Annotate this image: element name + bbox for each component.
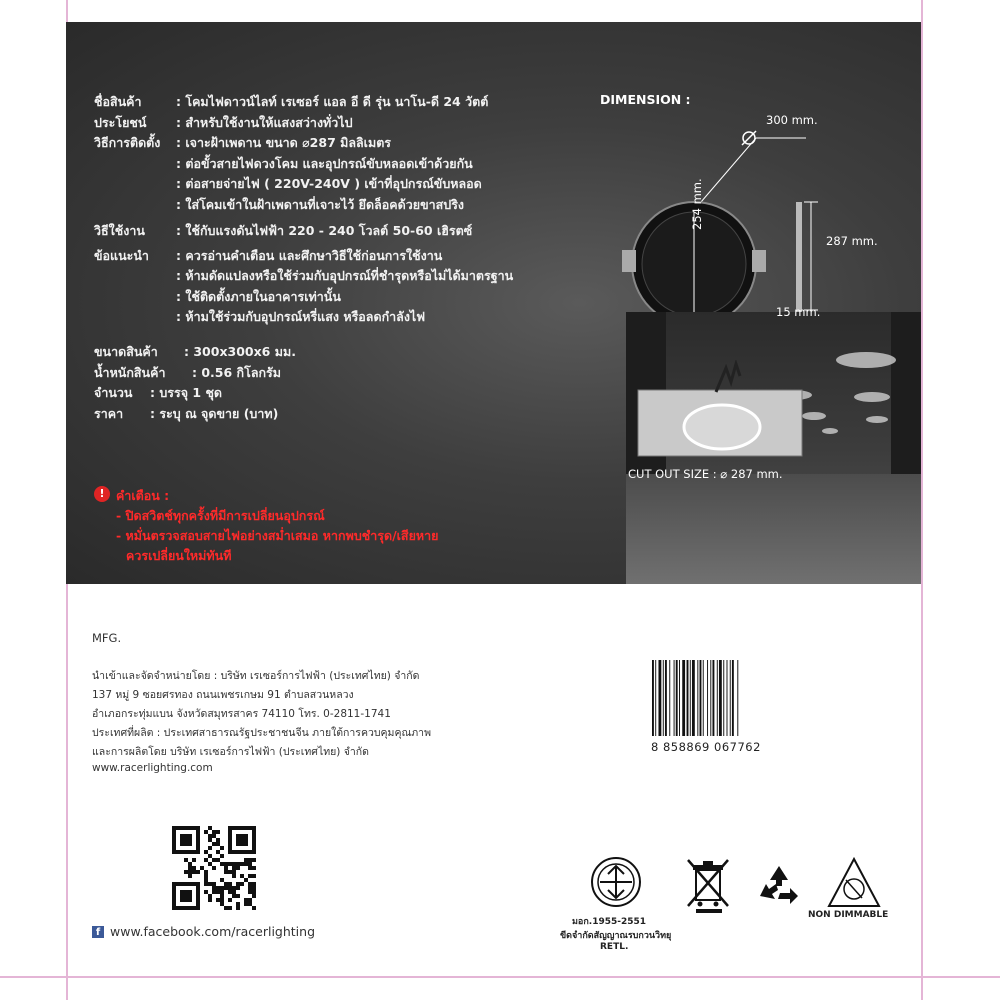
spec-value: : ใช้ติดตั้งภายในอาคารเท่านั้น xyxy=(176,288,341,304)
qr-module xyxy=(216,898,220,902)
spec-key: น้ำหนักสินค้า xyxy=(94,364,166,380)
qr-module xyxy=(220,886,224,890)
barcode-bar xyxy=(669,660,670,736)
website-link[interactable]: www.racerlighting.com xyxy=(92,762,213,774)
facebook-url: www.facebook.com/racerlighting xyxy=(110,924,316,939)
barcode-bar xyxy=(687,660,689,736)
qr-module xyxy=(204,874,208,878)
qr-module xyxy=(216,830,220,834)
spec-value: : ควรอ่านคำเตือน และศึกษาวิธีใช้ก่อนการใช้งาน xyxy=(176,247,443,263)
qr-module xyxy=(244,898,248,902)
facebook-link[interactable] xyxy=(92,924,315,939)
qr-module xyxy=(204,878,208,882)
spec-value: : ห้ามดัดแปลงหรือใช้ร่วมกับอุปกรณ์ที่ชำรุดหรือไม่ได้มาตรฐาน xyxy=(176,268,514,283)
qr-code[interactable] xyxy=(172,826,256,910)
barcode-bar xyxy=(727,660,728,736)
qr-module xyxy=(184,870,188,874)
trim-line-right xyxy=(921,0,923,1000)
company-line: อำเภอกระทุ่มแบน จังหวัดสมุทรสาคร 74110 โทร. 0-2811-1741 xyxy=(92,708,391,720)
qr-module xyxy=(216,886,220,890)
qr-module xyxy=(252,874,256,878)
warning-line: - ปิดสวิตช์ทุกครั้งที่มีการเปลี่ยนอุปกรณ์ xyxy=(116,508,325,523)
qr-module xyxy=(212,886,216,890)
barcode-bar xyxy=(723,660,724,736)
qr-module xyxy=(224,862,228,866)
barcode-bar xyxy=(679,660,680,736)
qr-module xyxy=(192,858,196,862)
qr-module xyxy=(228,898,232,902)
barcode-bar xyxy=(700,660,702,736)
qr-module xyxy=(236,894,240,898)
qr-module xyxy=(236,862,240,866)
qr-module xyxy=(248,898,252,902)
outer-diameter-label: 300 mm. xyxy=(766,113,818,127)
qr-module xyxy=(228,882,232,886)
qr-module xyxy=(248,886,252,890)
company-line: ประเทศที่ผลิต : ประเทศสาธารณรัฐประชาชนจีน ภายใต้การควบคุมคุณภาพ xyxy=(92,727,431,739)
qr-module xyxy=(228,890,232,894)
qr-module xyxy=(224,906,228,910)
qr-module xyxy=(248,866,252,870)
retl-label: RETL. xyxy=(600,942,629,952)
qr-module xyxy=(228,906,232,910)
spring-clip-right xyxy=(752,250,766,272)
barcode-bar xyxy=(652,660,654,736)
qr-module xyxy=(212,834,216,838)
ceiling-light xyxy=(866,416,888,423)
qr-module xyxy=(212,882,216,886)
qr-module xyxy=(240,882,244,886)
qr-module xyxy=(188,862,192,866)
barcode-bar xyxy=(674,660,675,736)
qr-module xyxy=(248,862,252,866)
qr-module xyxy=(236,866,240,870)
qr-module xyxy=(192,866,196,870)
qr-module xyxy=(236,902,240,906)
qr-module xyxy=(208,898,212,902)
product-info-panel xyxy=(66,22,921,584)
qr-module xyxy=(220,894,224,898)
qr-module xyxy=(188,874,192,878)
qr-module xyxy=(224,882,228,886)
qr-module xyxy=(220,878,224,882)
qr-module xyxy=(224,886,228,890)
qr-module xyxy=(232,890,236,894)
qr-module xyxy=(204,882,208,886)
qr-module xyxy=(224,866,228,870)
qr-module xyxy=(208,838,212,842)
qr-module xyxy=(196,870,200,874)
qr-module xyxy=(204,858,208,862)
spec-value: : เจาะฝ้าเพดาน ขนาด ⌀287 มิลลิเมตร xyxy=(176,135,392,150)
spec-key: ประโยชน์ xyxy=(94,114,147,130)
qr-module xyxy=(232,886,236,890)
barcode-bar xyxy=(692,660,695,736)
qr-module xyxy=(248,890,252,894)
tis-standard-icon xyxy=(586,852,646,912)
barcode-bar xyxy=(703,660,704,736)
qr-module xyxy=(232,870,236,874)
qr-module xyxy=(248,874,252,878)
depth-label: 15 mm. xyxy=(776,305,821,319)
qr-module xyxy=(204,890,208,894)
leader-line xyxy=(701,138,756,202)
qr-module xyxy=(188,866,192,870)
qr-module xyxy=(212,842,216,846)
qr-module xyxy=(228,870,232,874)
barcode-bar xyxy=(710,660,711,736)
qr-module xyxy=(248,902,252,906)
qr-module xyxy=(216,890,220,894)
qr-module xyxy=(212,830,216,834)
qr-module xyxy=(208,846,212,850)
spec-key: ขนาดสินค้า xyxy=(94,344,158,359)
qr-module xyxy=(248,882,252,886)
spec-key: วิธีใช้งาน xyxy=(94,223,145,238)
diameter-icon xyxy=(742,131,756,145)
spec-key: ข้อแนะนำ xyxy=(94,247,149,263)
warning-icon: ! xyxy=(94,486,110,502)
qr-module xyxy=(212,858,216,862)
barcode-bar xyxy=(655,660,656,736)
barcode-bar xyxy=(717,660,718,736)
corridor-floor xyxy=(626,474,921,584)
facebook-icon: f xyxy=(92,926,104,938)
spec-key: จำนวน xyxy=(94,385,133,400)
spring-clip-icon xyxy=(716,364,740,392)
qr-module xyxy=(252,882,256,886)
qr-module xyxy=(232,866,236,870)
qr-module xyxy=(216,850,220,854)
qr-module xyxy=(200,866,204,870)
spec-value: : ใช้กับแรงดันไฟฟ้า 220 - 240 โวลต์ 50-60 เฮิรตซ์ xyxy=(176,223,473,238)
qr-module xyxy=(248,858,252,862)
qr-module xyxy=(208,826,212,830)
qr-module xyxy=(212,866,216,870)
barcode-bar xyxy=(676,660,678,736)
qr-module xyxy=(216,842,220,846)
mfg-label: MFG. xyxy=(92,631,122,645)
qr-module xyxy=(236,886,240,890)
qr-module xyxy=(220,902,224,906)
cutout-diagram xyxy=(636,360,806,460)
spec-value: : ต่อสายจ่ายไฟ ( 220V-240V ) เข้าที่อุปกรณ์ขับหลอด xyxy=(176,176,482,191)
barcode-bar xyxy=(737,660,738,736)
spec-value: : ใส่โคมเข้าในฝ้าเพดานที่เจาะไว้ ยึดล็อคด้วยขาสปริง xyxy=(176,196,465,212)
qr-module xyxy=(204,870,208,874)
qr-module xyxy=(244,878,248,882)
ceiling-light xyxy=(854,392,890,402)
spec-value: : 300x300x6 มม. xyxy=(184,344,296,359)
qr-module xyxy=(220,898,224,902)
barcode-bar xyxy=(690,660,691,736)
qr-module xyxy=(188,870,192,874)
barcode-bar xyxy=(719,660,722,736)
qr-module xyxy=(216,838,220,842)
qr-module xyxy=(228,862,232,866)
qr-module xyxy=(236,834,248,846)
tis-description: ขีดจำกัดสัญญาณรบกวนวิทยุ xyxy=(560,931,672,941)
qr-module xyxy=(252,858,256,862)
qr-module xyxy=(244,858,248,862)
spec-value: : สำหรับใช้งานให้แสงสว่างทั่วไป xyxy=(176,114,353,130)
barcode-bar xyxy=(682,660,685,736)
spec-value: : 0.56 กิโลกรัม xyxy=(192,364,282,380)
qr-module xyxy=(208,894,212,898)
qr-module xyxy=(240,862,244,866)
qr-module xyxy=(180,890,192,902)
qr-module xyxy=(252,894,256,898)
ceiling-light xyxy=(836,352,896,368)
barcode-bar xyxy=(712,660,714,736)
tis-number: มอก.1955-2551 xyxy=(572,917,647,927)
qr-module xyxy=(240,874,244,878)
ceiling-light xyxy=(822,428,838,434)
qr-module xyxy=(232,862,236,866)
trim-line-bottom xyxy=(0,976,1000,978)
barcode-bar xyxy=(707,660,708,736)
qr-module xyxy=(232,894,236,898)
spec-value: : ต่อขั้วสายไฟดวงโคม และอุปกรณ์ขับหลอดเข้าด้วยกัน xyxy=(176,155,473,171)
spring-clip-left xyxy=(622,250,636,272)
qr-module xyxy=(244,862,248,866)
barcode-bar xyxy=(697,660,698,736)
qr-module xyxy=(236,906,240,910)
qr-module xyxy=(236,882,240,886)
qr-module xyxy=(180,834,192,846)
qr-module xyxy=(252,866,256,870)
barcode-number: 8 858869 067762 xyxy=(651,740,761,754)
qr-module xyxy=(252,906,256,910)
company-line: 137 หมู่ 9 ซอยศรทอง ถนนเพชรเกษม 91 ตำบลสวนหลวง xyxy=(92,689,354,701)
qr-module xyxy=(204,830,208,834)
non-dimmable-icon xyxy=(826,856,882,910)
spec-key: ชื่อสินค้า xyxy=(94,94,142,109)
cutout-hole xyxy=(684,405,760,449)
qr-module xyxy=(252,890,256,894)
qr-module xyxy=(212,890,216,894)
spec-key: วิธีการติดตั้ง xyxy=(94,135,161,150)
qr-module xyxy=(224,870,228,874)
spec-value: : ระบุ ณ จุดขาย (บาท) xyxy=(150,405,279,421)
qr-module xyxy=(220,890,224,894)
dimension-title: DIMENSION : xyxy=(600,92,691,107)
qr-module xyxy=(220,846,224,850)
qr-module xyxy=(244,902,248,906)
recycle-icon xyxy=(756,862,802,908)
qr-module xyxy=(220,862,224,866)
barcode-bar xyxy=(730,660,731,736)
side-diameter-label: 287 mm. xyxy=(826,234,878,248)
spec-value: : บรรจุ 1 ชุด xyxy=(150,385,223,400)
spec-value: : ห้ามใช้ร่วมกับอุปกรณ์หรี่แสง หรือลดกำลังไฟ xyxy=(176,309,426,324)
barcode xyxy=(650,660,768,736)
non-dimmable-label: NON DIMMABLE xyxy=(808,910,889,920)
inner-diameter-label: 254 mm. xyxy=(690,178,704,230)
qr-module xyxy=(184,858,188,862)
qr-module xyxy=(208,862,212,866)
company-line: นำเข้าและจัดจำหน่ายโดย : บริษัท เรเซอร์การไฟฟ้า (ประเทศไทย) จำกัด xyxy=(92,670,420,682)
qr-module xyxy=(208,854,212,858)
barcode-bar xyxy=(665,660,667,736)
downlight-side-view xyxy=(796,202,802,312)
qr-module xyxy=(252,886,256,890)
qr-module xyxy=(216,858,220,862)
warning-line: ควรเปลี่ยนใหม่ทันที xyxy=(126,548,232,563)
weee-bin-icon xyxy=(686,856,732,914)
qr-module xyxy=(232,874,236,878)
cutout-size-label: CUT OUT SIZE : ⌀ 287 mm. xyxy=(628,467,783,481)
qr-module xyxy=(208,834,212,838)
barcode-bar xyxy=(663,660,664,736)
spec-value: : โคมไฟดาวน์ไลท์ เรเซอร์ แอล อี ดี รุ่น นาโน-ดี 24 วัตต์ xyxy=(176,94,489,109)
qr-module xyxy=(220,854,224,858)
qr-module xyxy=(208,882,212,886)
qr-module xyxy=(192,870,196,874)
spec-key: ราคา xyxy=(94,405,124,421)
qr-module xyxy=(204,850,208,854)
company-line: และการผลิตโดย บริษัท เรเซอร์การไฟฟ้า (ประเทศไทย) จำกัด xyxy=(92,746,369,758)
dimension-diagram xyxy=(606,102,906,312)
qr-module xyxy=(228,886,232,890)
barcode-bar xyxy=(732,660,734,736)
warning-line: - หมั่นตรวจสอบสายไฟอย่างสม่ำเสมอ หากพบชำรุด/เสียหาย xyxy=(116,528,439,543)
warning-title: คำเตือน : xyxy=(116,488,170,503)
barcode-bar xyxy=(658,660,661,736)
